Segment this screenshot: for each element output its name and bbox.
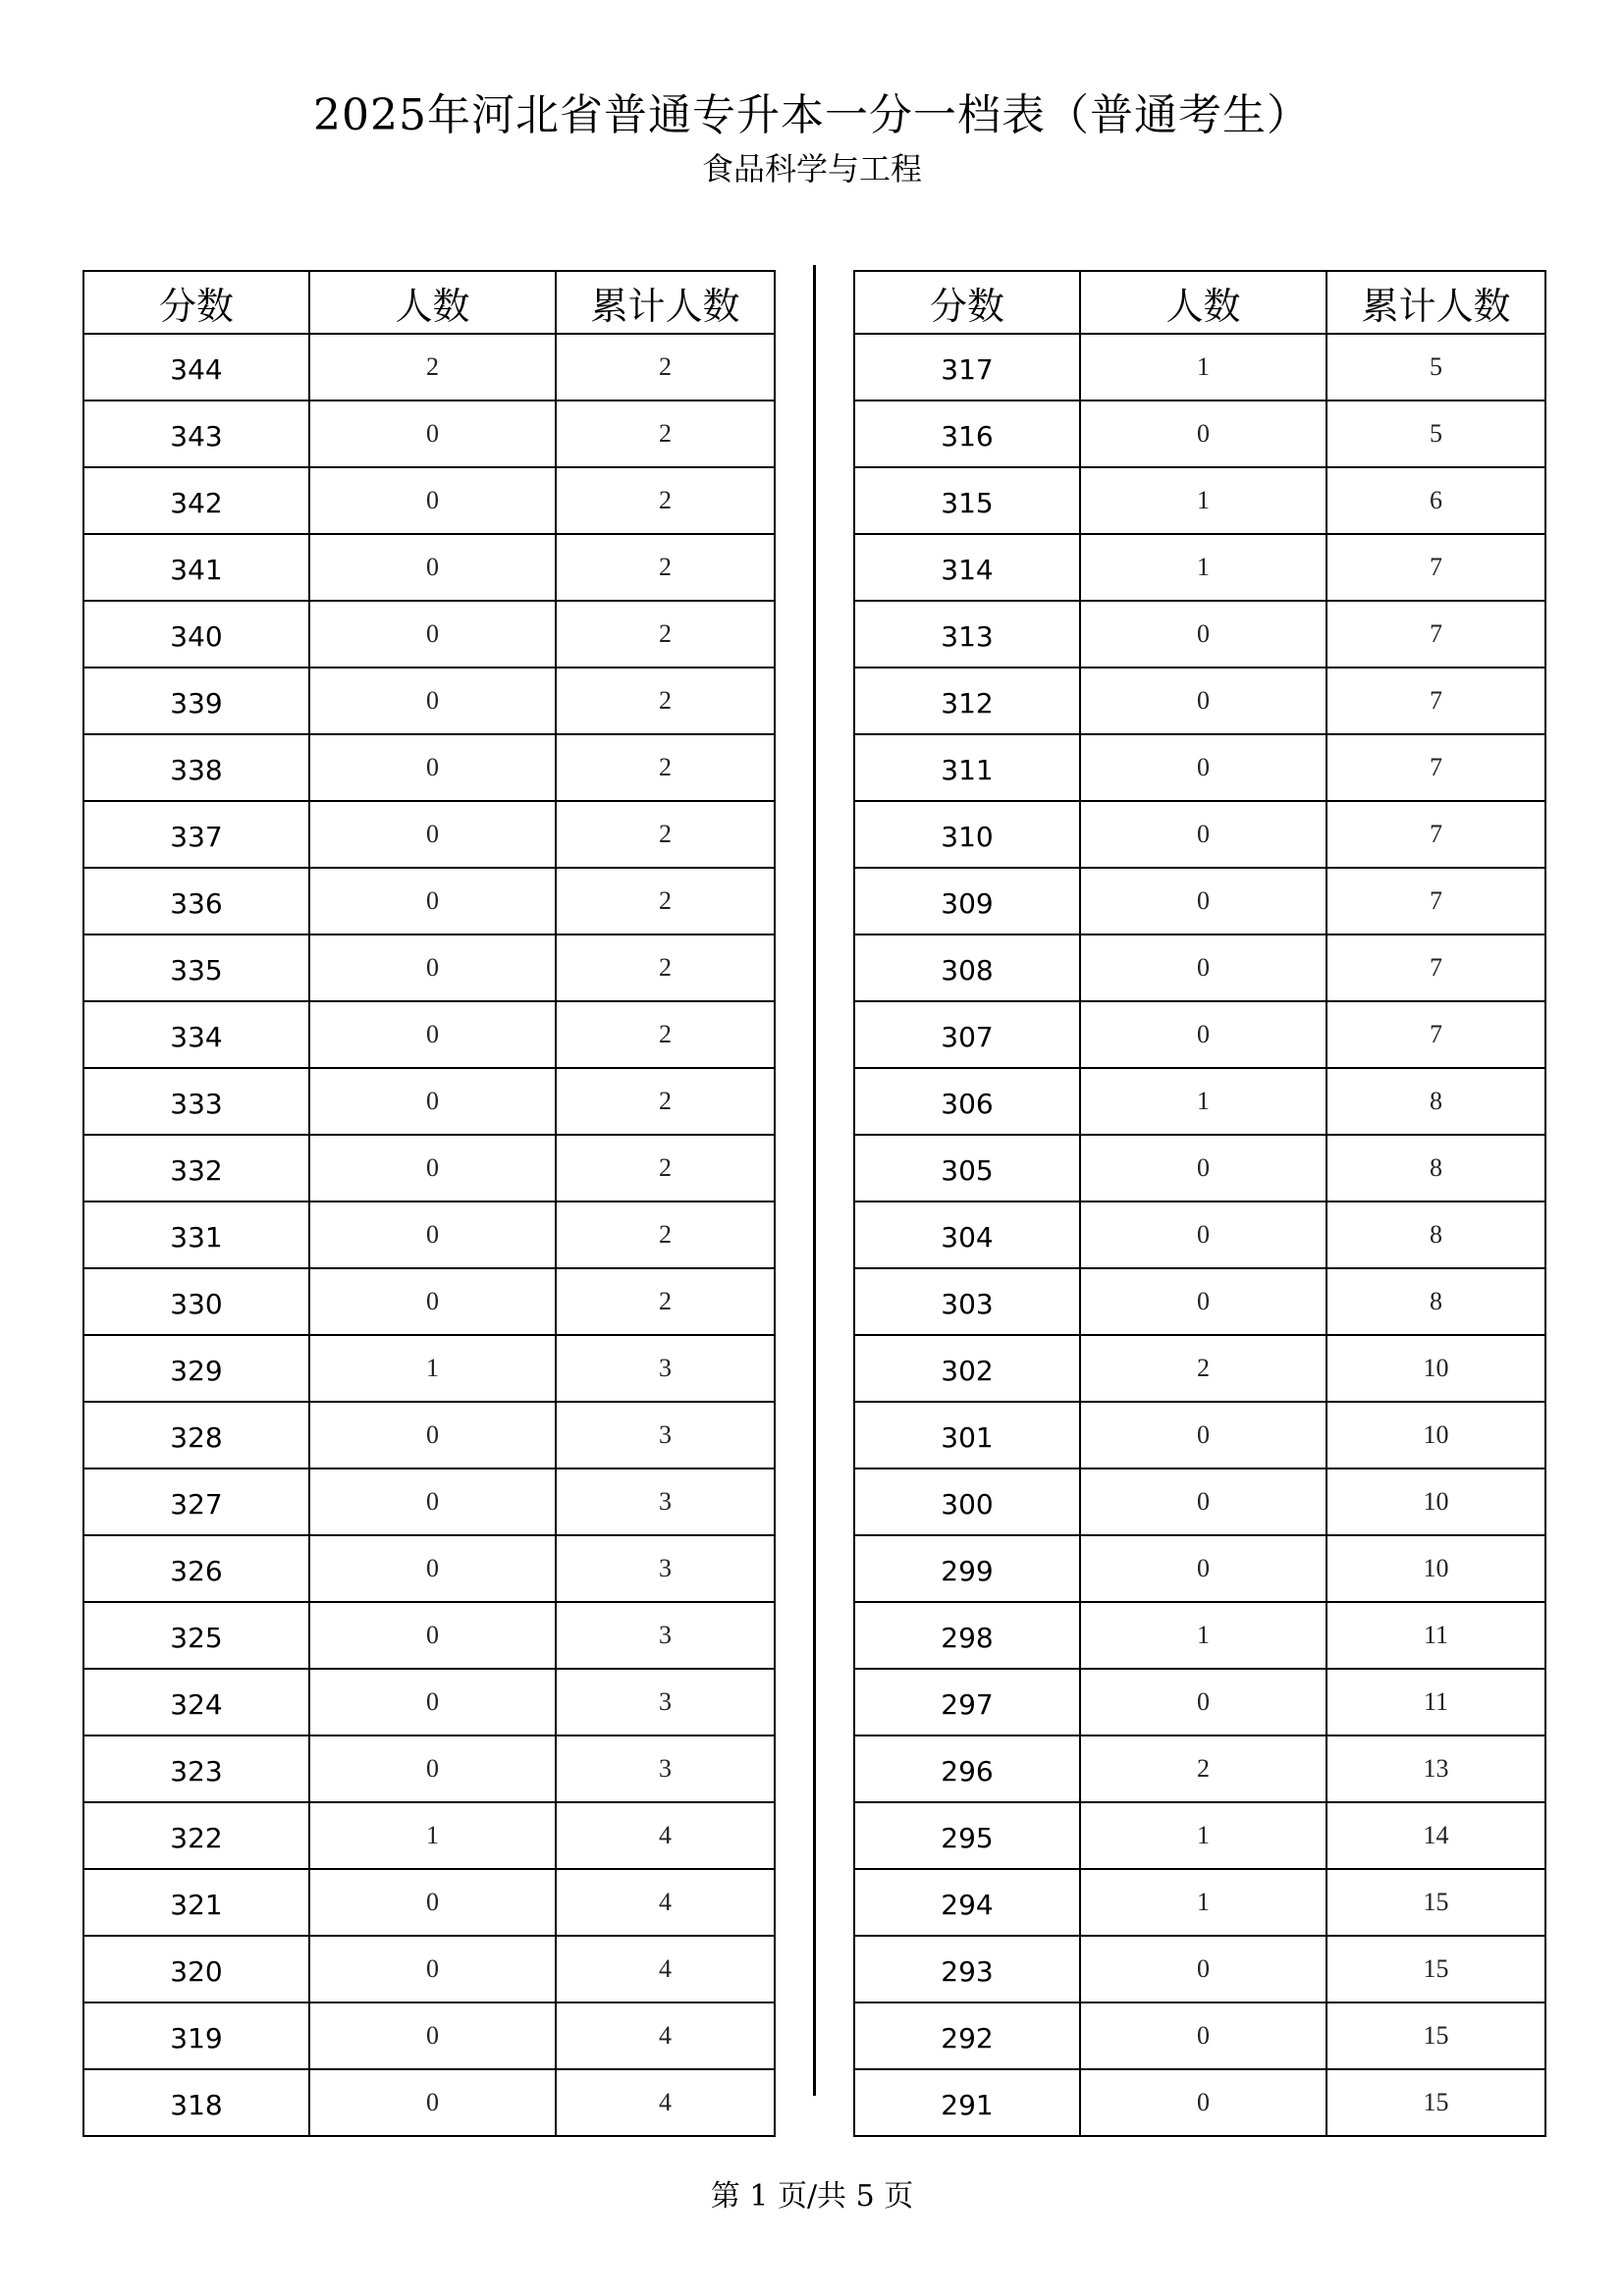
table-row (83, 334, 775, 400)
score-cell: 293 (854, 1936, 1080, 2002)
table-row (83, 2069, 775, 2136)
cumulative-cell: 4 (556, 1869, 775, 1936)
header-count: 人数 (1080, 271, 1326, 334)
table-row (83, 534, 775, 601)
cumulative-cell: 2 (556, 1135, 775, 1201)
column-divider (813, 265, 816, 2096)
table-row (854, 1268, 1545, 1335)
cumulative-cell: 2 (556, 868, 775, 934)
score-cell: 339 (83, 667, 309, 734)
cumulative-cell: 7 (1326, 667, 1545, 734)
cumulative-cell: 15 (1326, 2002, 1545, 2069)
count-cell: 0 (309, 467, 556, 534)
cumulative-cell: 10 (1326, 1535, 1545, 1602)
count-cell: 2 (1080, 1735, 1326, 1802)
score-cell: 328 (83, 1402, 309, 1468)
cumulative-cell: 11 (1326, 1602, 1545, 1669)
cumulative-cell: 2 (556, 934, 775, 1001)
score-cell: 322 (83, 1802, 309, 1869)
score-cell: 326 (83, 1535, 309, 1602)
count-cell: 0 (309, 1402, 556, 1468)
cumulative-cell: 7 (1326, 868, 1545, 934)
header-cumulative: 累计人数 (556, 271, 775, 334)
cumulative-cell: 2 (556, 534, 775, 601)
score-cell: 306 (854, 1068, 1080, 1135)
cumulative-cell: 14 (1326, 1802, 1545, 1869)
cumulative-cell: 8 (1326, 1201, 1545, 1268)
cumulative-cell: 7 (1326, 601, 1545, 667)
score-cell: 340 (83, 601, 309, 667)
score-cell: 311 (854, 734, 1080, 801)
score-cell: 321 (83, 1869, 309, 1936)
cumulative-cell: 8 (1326, 1135, 1545, 1201)
score-cell: 295 (854, 1802, 1080, 1869)
count-cell: 0 (1080, 934, 1326, 1001)
score-table-right (853, 270, 1546, 2137)
table-row (83, 1068, 775, 1135)
table-row (83, 667, 775, 734)
score-cell: 330 (83, 1268, 309, 1335)
count-cell: 0 (1080, 1535, 1326, 1602)
table-row (854, 601, 1545, 667)
table-row (83, 1201, 775, 1268)
score-cell: 296 (854, 1735, 1080, 1802)
table-row (83, 1735, 775, 1802)
table-row (83, 1869, 775, 1936)
score-cell: 338 (83, 734, 309, 801)
count-cell: 1 (1080, 1869, 1326, 1936)
cumulative-cell: 2 (556, 1001, 775, 1068)
header-score: 分数 (854, 271, 1080, 334)
score-table-right-body (854, 334, 1545, 2136)
score-cell: 302 (854, 1335, 1080, 1402)
count-cell: 0 (309, 1602, 556, 1669)
score-cell: 344 (83, 334, 309, 400)
count-cell: 0 (309, 1735, 556, 1802)
score-cell: 314 (854, 534, 1080, 601)
table-row (854, 868, 1545, 934)
cumulative-cell: 15 (1326, 2069, 1545, 2136)
table-header-row (854, 271, 1545, 334)
score-cell: 323 (83, 1735, 309, 1802)
cumulative-cell: 5 (1326, 400, 1545, 467)
count-cell: 0 (1080, 1402, 1326, 1468)
header-score: 分数 (83, 271, 309, 334)
table-row (854, 1669, 1545, 1735)
count-cell: 0 (1080, 734, 1326, 801)
score-cell: 327 (83, 1468, 309, 1535)
cumulative-cell: 2 (556, 1068, 775, 1135)
cumulative-cell: 6 (1326, 467, 1545, 534)
count-cell: 0 (309, 734, 556, 801)
score-cell: 331 (83, 1201, 309, 1268)
table-row (83, 1602, 775, 1669)
table-row (854, 334, 1545, 400)
count-cell: 0 (309, 1669, 556, 1735)
cumulative-cell: 3 (556, 1669, 775, 1735)
count-cell: 0 (1080, 1201, 1326, 1268)
score-cell: 336 (83, 868, 309, 934)
table-row (854, 1869, 1545, 1936)
table-row (83, 868, 775, 934)
score-cell: 325 (83, 1602, 309, 1669)
count-cell: 0 (309, 534, 556, 601)
table-row (854, 1802, 1545, 1869)
cumulative-cell: 3 (556, 1535, 775, 1602)
count-cell: 0 (309, 2002, 556, 2069)
count-cell: 1 (309, 1802, 556, 1869)
score-cell: 337 (83, 801, 309, 868)
cumulative-cell: 15 (1326, 1936, 1545, 2002)
cumulative-cell: 2 (556, 667, 775, 734)
cumulative-cell: 7 (1326, 734, 1545, 801)
table-row (854, 1602, 1545, 1669)
cumulative-cell: 10 (1326, 1335, 1545, 1402)
table-row (854, 467, 1545, 534)
table-row (83, 467, 775, 534)
count-cell: 0 (309, 1201, 556, 1268)
table-header-row (83, 271, 775, 334)
cumulative-cell: 3 (556, 1335, 775, 1402)
cumulative-cell: 2 (556, 400, 775, 467)
table-row (854, 534, 1545, 601)
score-cell: 315 (854, 467, 1080, 534)
count-cell: 0 (1080, 667, 1326, 734)
score-cell: 292 (854, 2002, 1080, 2069)
count-cell: 0 (309, 868, 556, 934)
score-cell: 294 (854, 1869, 1080, 1936)
cumulative-cell: 2 (556, 601, 775, 667)
count-cell: 0 (309, 934, 556, 1001)
table-row (854, 734, 1545, 801)
score-cell: 320 (83, 1936, 309, 2002)
cumulative-cell: 7 (1326, 534, 1545, 601)
count-cell: 0 (309, 601, 556, 667)
score-cell: 316 (854, 400, 1080, 467)
cumulative-cell: 4 (556, 2002, 775, 2069)
score-cell: 312 (854, 667, 1080, 734)
score-cell: 343 (83, 400, 309, 467)
score-cell: 308 (854, 934, 1080, 1001)
header-cumulative: 累计人数 (1326, 271, 1545, 334)
table-row (83, 1335, 775, 1402)
count-cell: 2 (1080, 1335, 1326, 1402)
count-cell: 1 (1080, 1602, 1326, 1669)
count-cell: 1 (309, 1335, 556, 1402)
cumulative-cell: 4 (556, 1936, 775, 2002)
cumulative-cell: 5 (1326, 334, 1545, 400)
count-cell: 0 (1080, 1268, 1326, 1335)
cumulative-cell: 13 (1326, 1735, 1545, 1802)
count-cell: 0 (309, 1068, 556, 1135)
page-subtitle: 食品科学与工程 (701, 150, 922, 187)
table-row (83, 1268, 775, 1335)
cumulative-cell: 2 (556, 734, 775, 801)
table-row (854, 1402, 1545, 1468)
count-cell: 0 (1080, 1468, 1326, 1535)
score-cell: 300 (854, 1468, 1080, 1535)
score-cell: 304 (854, 1201, 1080, 1268)
cumulative-cell: 4 (556, 2069, 775, 2136)
table-row (83, 934, 775, 1001)
score-cell: 333 (83, 1068, 309, 1135)
score-cell: 305 (854, 1135, 1080, 1201)
cumulative-cell: 3 (556, 1402, 775, 1468)
table-row (83, 801, 775, 868)
cumulative-cell: 3 (556, 1468, 775, 1535)
table-row (854, 1936, 1545, 2002)
score-table-left-body (83, 334, 775, 2136)
count-cell: 0 (309, 1936, 556, 2002)
count-cell: 0 (1080, 2002, 1326, 2069)
score-cell: 317 (854, 334, 1080, 400)
count-cell: 0 (1080, 1669, 1326, 1735)
count-cell: 0 (1080, 400, 1326, 467)
score-cell: 298 (854, 1602, 1080, 1669)
table-row (83, 1669, 775, 1735)
table-row (854, 1201, 1545, 1268)
table-row (854, 1135, 1545, 1201)
score-cell: 318 (83, 2069, 309, 2136)
count-cell: 0 (1080, 2069, 1326, 2136)
table-row (854, 1068, 1545, 1135)
score-cell: 309 (854, 868, 1080, 934)
cumulative-cell: 7 (1326, 801, 1545, 868)
table-row (854, 2069, 1545, 2136)
cumulative-cell: 10 (1326, 1402, 1545, 1468)
table-row (83, 1936, 775, 2002)
table-row (83, 1001, 775, 1068)
score-cell: 332 (83, 1135, 309, 1201)
table-row (83, 1468, 775, 1535)
table-row (854, 1001, 1545, 1068)
count-cell: 0 (309, 1268, 556, 1335)
score-cell: 334 (83, 1001, 309, 1068)
count-cell: 0 (1080, 1936, 1326, 2002)
score-cell: 310 (854, 801, 1080, 868)
table-row (854, 2002, 1545, 2069)
cumulative-cell: 10 (1326, 1468, 1545, 1535)
count-cell: 0 (1080, 868, 1326, 934)
count-cell: 0 (1080, 801, 1326, 868)
table-row (83, 1402, 775, 1468)
score-cell: 341 (83, 534, 309, 601)
score-cell: 324 (83, 1669, 309, 1735)
table-row (854, 1468, 1545, 1535)
cumulative-cell: 2 (556, 801, 775, 868)
count-cell: 0 (309, 1001, 556, 1068)
table-row (854, 667, 1545, 734)
page-footer: 第 1 页/共 5 页 (710, 2179, 914, 2214)
score-cell: 297 (854, 1669, 1080, 1735)
score-cell: 319 (83, 2002, 309, 2069)
score-cell: 291 (854, 2069, 1080, 2136)
cumulative-cell: 7 (1326, 934, 1545, 1001)
score-cell: 335 (83, 934, 309, 1001)
table-row (83, 400, 775, 467)
table-row (83, 734, 775, 801)
table-row (854, 1535, 1545, 1602)
table-row (854, 801, 1545, 868)
score-cell: 299 (854, 1535, 1080, 1602)
table-row (83, 601, 775, 667)
score-cell: 329 (83, 1335, 309, 1402)
score-cell: 303 (854, 1268, 1080, 1335)
cumulative-cell: 2 (556, 1201, 775, 1268)
count-cell: 0 (309, 1468, 556, 1535)
count-cell: 1 (1080, 534, 1326, 601)
count-cell: 1 (1080, 1802, 1326, 1869)
score-cell: 307 (854, 1001, 1080, 1068)
count-cell: 1 (1080, 1068, 1326, 1135)
cumulative-cell: 7 (1326, 1001, 1545, 1068)
table-row (83, 2002, 775, 2069)
count-cell: 0 (309, 400, 556, 467)
score-cell: 301 (854, 1402, 1080, 1468)
count-cell: 0 (309, 801, 556, 868)
count-cell: 0 (309, 667, 556, 734)
header-count: 人数 (309, 271, 556, 334)
cumulative-cell: 15 (1326, 1869, 1545, 1936)
score-table-left (82, 270, 776, 2137)
cumulative-cell: 8 (1326, 1268, 1545, 1335)
count-cell: 0 (309, 1135, 556, 1201)
table-row (854, 1735, 1545, 1802)
count-cell: 0 (309, 1535, 556, 1602)
table-row (83, 1802, 775, 1869)
count-cell: 2 (309, 334, 556, 400)
cumulative-cell: 2 (556, 1268, 775, 1335)
count-cell: 0 (1080, 1135, 1326, 1201)
cumulative-cell: 3 (556, 1602, 775, 1669)
page-title: 2025年河北省普通专升本一分一档表（普通考生） (313, 90, 1311, 140)
count-cell: 0 (309, 2069, 556, 2136)
cumulative-cell: 2 (556, 467, 775, 534)
count-cell: 1 (1080, 467, 1326, 534)
score-cell: 342 (83, 467, 309, 534)
table-row (854, 400, 1545, 467)
cumulative-cell: 3 (556, 1735, 775, 1802)
table-row (83, 1135, 775, 1201)
count-cell: 1 (1080, 334, 1326, 400)
count-cell: 0 (1080, 1001, 1326, 1068)
table-row (854, 934, 1545, 1001)
table-row (854, 1335, 1545, 1402)
count-cell: 0 (1080, 601, 1326, 667)
cumulative-cell: 2 (556, 334, 775, 400)
score-cell: 313 (854, 601, 1080, 667)
cumulative-cell: 4 (556, 1802, 775, 1869)
cumulative-cell: 11 (1326, 1669, 1545, 1735)
table-row (83, 1535, 775, 1602)
count-cell: 0 (309, 1869, 556, 1936)
cumulative-cell: 8 (1326, 1068, 1545, 1135)
